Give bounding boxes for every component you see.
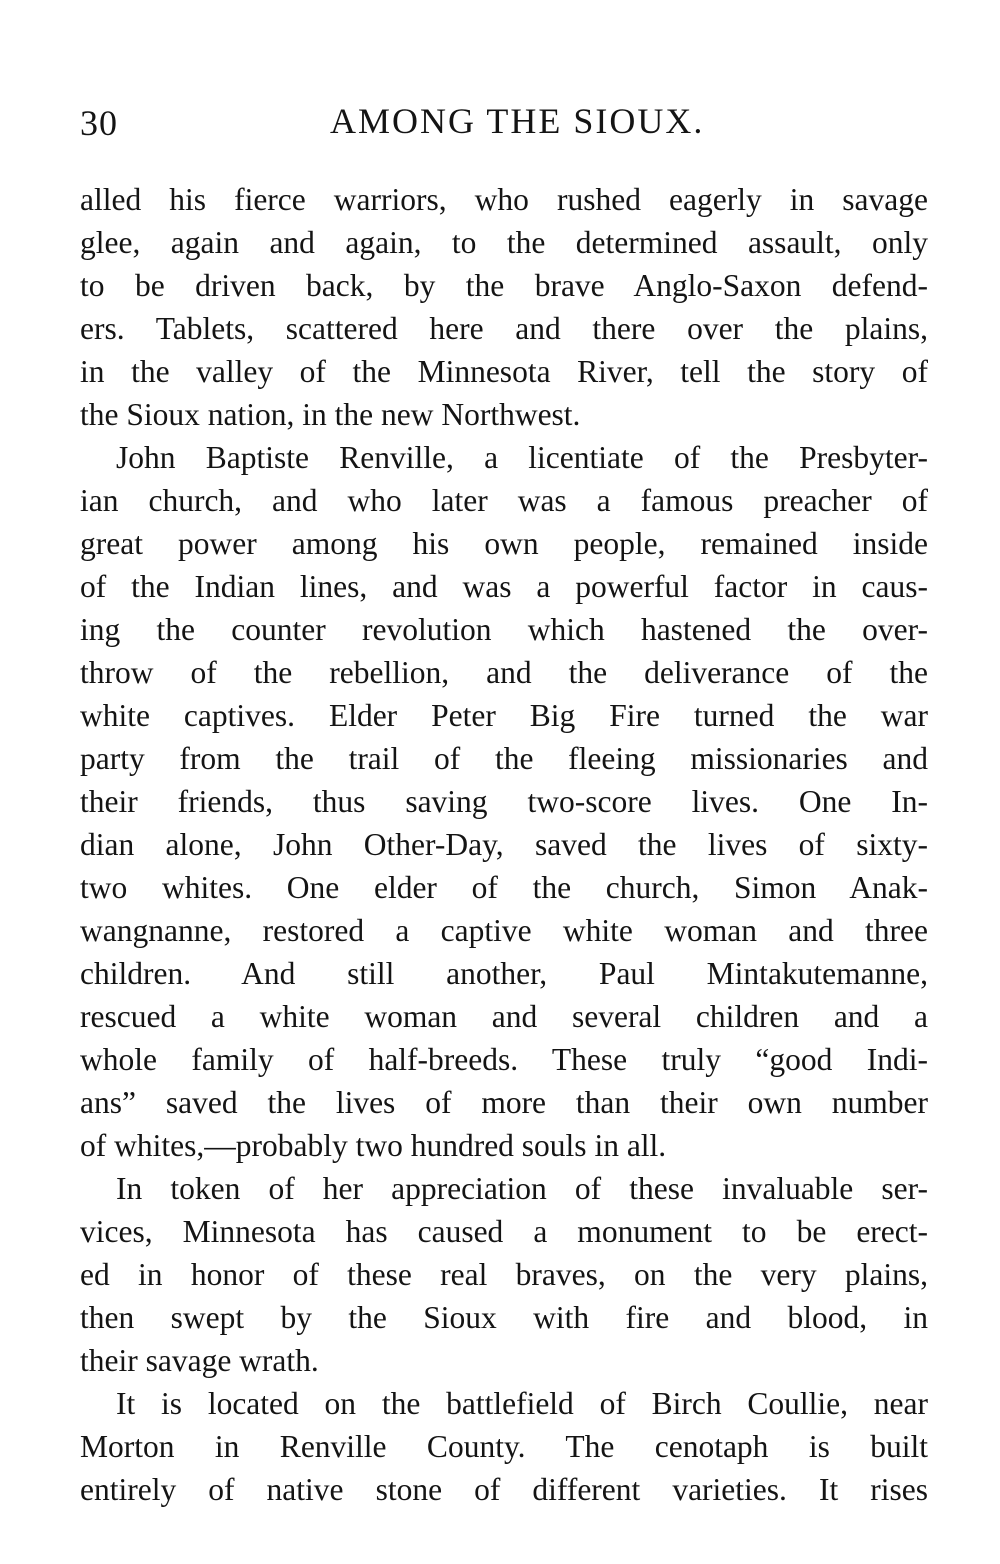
text-line: then swept by the Sioux with fire and blood, in (80, 1300, 928, 1335)
text-line: two whites. One elder of the church, Simon Anak- (80, 870, 928, 905)
text-line: of the Indian lines, and was a powerful factor in caus- (80, 569, 928, 604)
text-line: John Baptiste Renville, a licentiate of the Presbyter- (116, 440, 928, 475)
text-line: of whites,—probably two hundred souls in all. (80, 1128, 667, 1163)
text-line: glee, again and again, to the determined assault, only (80, 225, 928, 260)
text-line: in the valley of the Minnesota River, tell the story of (80, 354, 928, 389)
text-line: Morton in Renville County. The cenotaph is built (80, 1429, 928, 1464)
text-line: entirely of native stone of different varieties. It rises (80, 1472, 928, 1507)
text-line: to be driven back, by the brave Anglo-Saxon defend- (80, 268, 928, 303)
text-line: great power among his own people, remained inside (80, 526, 928, 561)
text-line: ed in honor of these real braves, on the very plains, (80, 1257, 928, 1292)
text-line: ing the counter revolution which hastened the over- (80, 612, 928, 647)
text-line: their friends, thus saving two-score lives. One In- (80, 784, 928, 819)
text-line: wangnanne, restored a captive white woman and three (80, 913, 928, 948)
text-line: ans” saved the lives of more than their own number (80, 1085, 928, 1120)
text-line: It is located on the battlefield of Birch Coullie, near (116, 1386, 928, 1421)
text-line: alled his fierce warriors, who rushed eagerly in savage (80, 182, 928, 217)
text-line: ian church, and who later was a famous preacher of (80, 483, 928, 518)
text-line: dian alone, John Other-Day, saved the lives of sixty- (80, 827, 928, 862)
text-line: their savage wrath. (80, 1343, 319, 1378)
text-line: rescued a white woman and several children and a (80, 999, 928, 1034)
text-line: the Sioux nation, in the new Northwest. (80, 397, 581, 432)
text-line: party from the trail of the fleeing missionaries and (80, 741, 928, 776)
text-line: vices, Minnesota has caused a monument to be erect- (80, 1214, 928, 1249)
text-line: In token of her appreciation of these invaluable ser- (116, 1171, 928, 1206)
text-line: ers. Tablets, scattered here and there over the plains, (80, 311, 928, 346)
text-line: children. And still another, Paul Mintakutemanne, (80, 956, 928, 991)
running-head: AMONG THE SIOUX. (330, 101, 705, 141)
text-line: whole family of half-breeds. These truly “good Indi- (80, 1042, 928, 1077)
text-line: throw of the rebellion, and the deliverance of the (80, 655, 928, 690)
page-number: 30 (80, 103, 118, 143)
text-line: white captives. Elder Peter Big Fire turned the war (80, 698, 928, 733)
